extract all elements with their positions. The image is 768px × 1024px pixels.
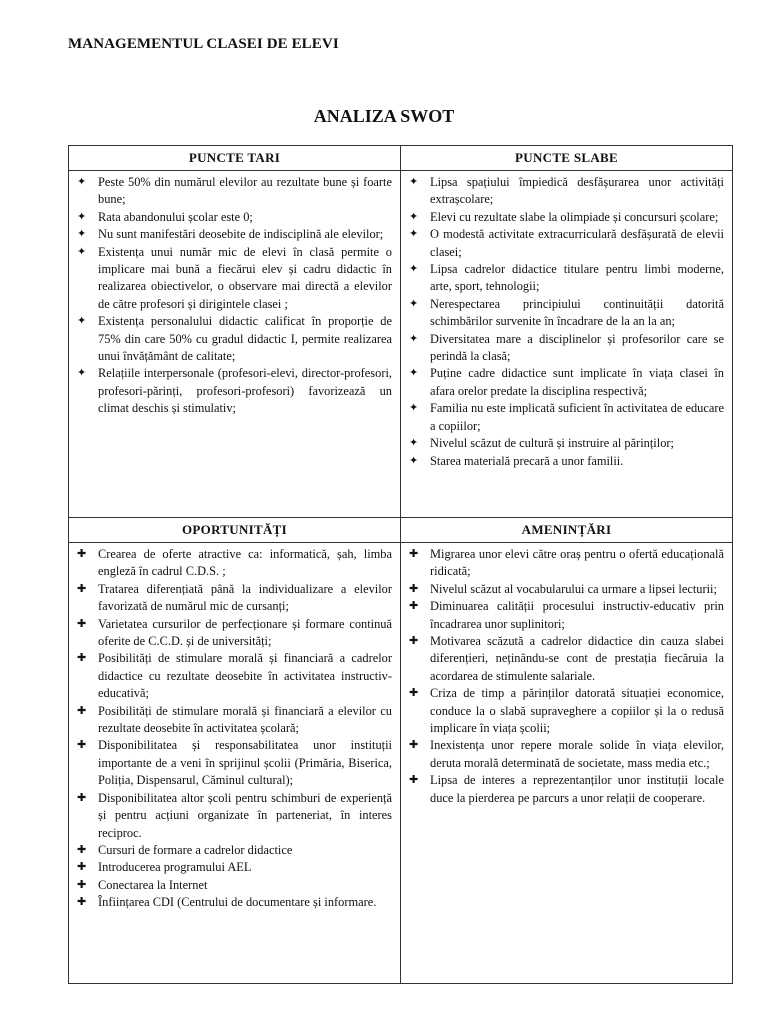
diamond-bullet-icon: ✦ xyxy=(409,332,419,345)
diamond-bullet-icon: ✦ xyxy=(409,454,419,467)
diamond-bullet-icon: ✦ xyxy=(409,437,419,450)
list-item-text: Diversitatea mare a disciplinelor și profesorilor care se perindă la clasă; xyxy=(430,331,724,364)
list-item-text: Puține cadre didactice sunt implicate în viața clasei în afara orelor predate la disciplina respectivă; xyxy=(430,366,724,398)
diamond-bullet-icon: ✦ xyxy=(409,297,419,310)
list-item xyxy=(73,226,392,243)
weaknesses-list xyxy=(401,171,732,473)
strengths-cell xyxy=(69,171,401,518)
swot-header-row-top xyxy=(69,146,733,171)
list-item xyxy=(73,616,392,651)
document-title: MANAGEMENTUL CLASEI DE ELEVI xyxy=(68,36,339,52)
diamond-bullet-icon: ✦ xyxy=(409,228,419,241)
strengths-list xyxy=(69,171,400,421)
list-item xyxy=(405,772,724,807)
list-item xyxy=(405,174,724,209)
list-item-text: Diminuarea calității procesului instructiv-educativ prin încadrarea unor suplinitori; xyxy=(430,599,724,631)
cross-bullet-icon: ✚ xyxy=(77,652,87,665)
cross-bullet-icon: ✚ xyxy=(409,548,419,560)
list-item-text: Nu sunt manifestări deosebite de indisciplină ale elevilor; xyxy=(98,227,384,242)
swot-header-row-bottom xyxy=(69,518,733,543)
list-item-text: Lipsa cadrelor didactice titulare pentru limbi moderne, arte, sport, tehnologii; xyxy=(430,262,724,294)
list-item xyxy=(73,546,392,581)
list-item-text: Înființarea CDI (Centrului de documentare și informare. xyxy=(98,895,377,910)
cross-bullet-icon: ✚ xyxy=(77,739,87,752)
opportunities-cell xyxy=(69,543,401,984)
list-item xyxy=(405,296,724,331)
cross-bullet-icon: ✚ xyxy=(409,687,419,700)
list-item-text: Posibilități de stimulare morală și financiară a elevilor cu rezultate deosebite în activitatea școlară; xyxy=(98,703,392,736)
threats-list xyxy=(401,543,732,810)
list-item xyxy=(73,650,392,702)
list-item-text: Crearea de oferte atractive ca: informatică, șah, limba engleză în cadrul C.D.S. ; xyxy=(98,547,392,579)
list-item-text: Rata abandonului școlar este 0; xyxy=(98,209,253,224)
cross-bullet-icon: ✚ xyxy=(77,548,87,560)
diamond-bullet-icon: ✦ xyxy=(77,245,87,258)
list-item xyxy=(405,331,724,366)
list-item xyxy=(405,209,724,226)
list-item-text: Lipsa spațiului împiedică desfășurarea unor activități extrașcolare; xyxy=(430,175,724,207)
list-item-text: Migrarea unor elevi către oraș pentru o ofertă educațională ridicată; xyxy=(430,547,724,579)
cross-bullet-icon: ✚ xyxy=(77,896,87,909)
list-item xyxy=(73,859,392,876)
cross-bullet-icon: ✚ xyxy=(409,739,419,752)
list-item-text: Familia nu este implicată suficient în activitatea de educare a copiilor; xyxy=(430,401,724,433)
cross-bullet-icon: ✚ xyxy=(77,843,87,856)
cross-bullet-icon: ✚ xyxy=(77,878,87,891)
diamond-bullet-icon: ✦ xyxy=(409,210,419,223)
diamond-bullet-icon: ✦ xyxy=(409,367,419,380)
cross-bullet-icon: ✚ xyxy=(77,791,87,804)
cross-bullet-icon: ✚ xyxy=(409,582,419,595)
list-item-text: Nivelul scăzut al vocabularului ca urmare a lipsei lecturii; xyxy=(430,581,717,596)
threats-heading: AMENINȚĂRI xyxy=(401,518,733,543)
list-item-text: Inexistența unor repere morale solide în viața elevilor, deruta morală determinată de societate, mass media etc.; xyxy=(430,738,724,770)
swot-content-row-bottom xyxy=(69,543,733,984)
list-item-text: Peste 50% din numărul elevilor au rezultate bune și foarte bune; xyxy=(98,175,392,207)
list-item-text: Criza de timp a părinților datorată situației economice, conduce la o slabă supraveghere a copiilor și la o redusă implicare în viața școlii; xyxy=(430,686,724,736)
list-item xyxy=(73,365,392,417)
list-item xyxy=(405,226,724,261)
list-item xyxy=(73,581,392,616)
list-item xyxy=(73,244,392,314)
list-item xyxy=(405,261,724,296)
swot-table xyxy=(68,145,733,984)
cross-bullet-icon: ✚ xyxy=(409,774,419,787)
list-item xyxy=(405,546,724,581)
list-item xyxy=(405,633,724,685)
list-item-text: Existența unui număr mic de elevi în clasă permite o implicare mai bună a fiecărui elev și cadru didactic în realizarea obiectivelor, o observare mai directă a elevilor de către profesori și dirigintele clasei ; xyxy=(98,244,392,311)
list-item xyxy=(73,209,392,226)
opportunities-list xyxy=(69,543,400,915)
list-item-text: Introducerea programului AEL xyxy=(98,860,252,875)
diamond-bullet-icon: ✦ xyxy=(409,263,419,276)
diamond-bullet-icon: ✦ xyxy=(77,367,87,380)
list-item xyxy=(73,842,392,859)
list-item-text: Existența personalului didactic calificat în proporție de 75% din care 50% cu gradul didactic I, permite realizarea unui învățământ de calitate; xyxy=(98,314,392,364)
list-item-text: Varietatea cursurilor de perfecționare și formare continuă oferite de C.C.D. și de universități; xyxy=(98,616,392,649)
diamond-bullet-icon: ✦ xyxy=(77,176,87,188)
list-item-text: Lipsa de interes a reprezentanților unor instituții locale duce la pierderea pe parcurs a unor relații de cooperare. xyxy=(430,773,724,805)
list-item xyxy=(405,685,724,737)
cross-bullet-icon: ✚ xyxy=(77,617,87,630)
swot-content-row-top xyxy=(69,171,733,518)
cross-bullet-icon: ✚ xyxy=(77,704,87,717)
list-item-text: Tratarea diferențiată până la individualizare a elevilor favorizată de numărul mic de cursanți; xyxy=(98,581,392,614)
weaknesses-cell xyxy=(401,171,733,518)
diamond-bullet-icon: ✦ xyxy=(409,176,419,188)
list-item-text: Disponibilitatea altor școli pentru schimburi de experiență și pentru acțiuni organizate în parteneriat, în interes reciproc. xyxy=(98,790,392,840)
opportunities-heading: OPORTUNITĂȚI xyxy=(69,518,401,543)
list-item xyxy=(405,737,724,772)
cross-bullet-icon: ✚ xyxy=(409,635,419,648)
list-item xyxy=(405,598,724,633)
list-item xyxy=(405,453,724,470)
list-item xyxy=(405,365,724,400)
list-item-text: Nivelul scăzut de cultură și instruire al părinților; xyxy=(430,436,674,451)
list-item-text: O modestă activitate extracurriculară desfășurată de elevii clasei; xyxy=(430,227,724,259)
list-item xyxy=(73,174,392,209)
swot-title: ANALIZA SWOT xyxy=(313,106,455,126)
weaknesses-heading: PUNCTE SLABE xyxy=(401,146,733,171)
list-item-text: Starea materială precară a unor familii. xyxy=(430,453,624,468)
list-item-text: Cursuri de formare a cadrelor didactice xyxy=(98,842,293,857)
list-item-text: Conectarea la Internet xyxy=(98,877,208,892)
diamond-bullet-icon: ✦ xyxy=(77,228,87,241)
threats-cell xyxy=(401,543,733,984)
list-item-text: Elevi cu rezultate slabe la olimpiade și concursuri școlare; xyxy=(430,209,719,224)
list-item-text: Posibilități de stimulare morală și financiară a cadrelor didactice cu rezultate deosebite în activitatea instructiv-educativă; xyxy=(98,651,392,701)
diamond-bullet-icon: ✦ xyxy=(77,315,87,328)
list-item-text: Nerespectarea principiului continuității datorită schimbărilor survenite în încadrare de la an la an; xyxy=(430,296,724,329)
list-item xyxy=(73,313,392,365)
list-item xyxy=(73,894,392,911)
list-item xyxy=(405,400,724,435)
cross-bullet-icon: ✚ xyxy=(409,600,419,613)
list-item xyxy=(405,435,724,452)
list-item xyxy=(73,877,392,894)
cross-bullet-icon: ✚ xyxy=(77,861,87,874)
list-item-text: Relațiile interpersonale (profesori-elevi, director-profesori, profesori-părinți, profesori-profesori) favorizează un climat deschis și stimulativ; xyxy=(98,366,392,416)
diamond-bullet-icon: ✦ xyxy=(77,210,87,223)
list-item-text: Disponibilitatea și responsabilitatea unor instituții importante de a veni în sprijinul școlii (Primăria, Biserica, Poliția, Dispensarul, Căminul cultural); xyxy=(98,738,392,788)
list-item xyxy=(73,703,392,738)
list-item xyxy=(405,581,724,598)
strengths-heading: PUNCTE TARI xyxy=(69,146,401,171)
list-item xyxy=(73,737,392,789)
diamond-bullet-icon: ✦ xyxy=(409,402,419,415)
list-item-text: Motivarea scăzută a cadrelor didactice din cauza slabei diferențieri, neținându-se cont de prestația fiecăruia la acordarea de stimulente salariale. xyxy=(430,634,724,683)
list-item xyxy=(73,790,392,842)
cross-bullet-icon: ✚ xyxy=(77,582,87,595)
